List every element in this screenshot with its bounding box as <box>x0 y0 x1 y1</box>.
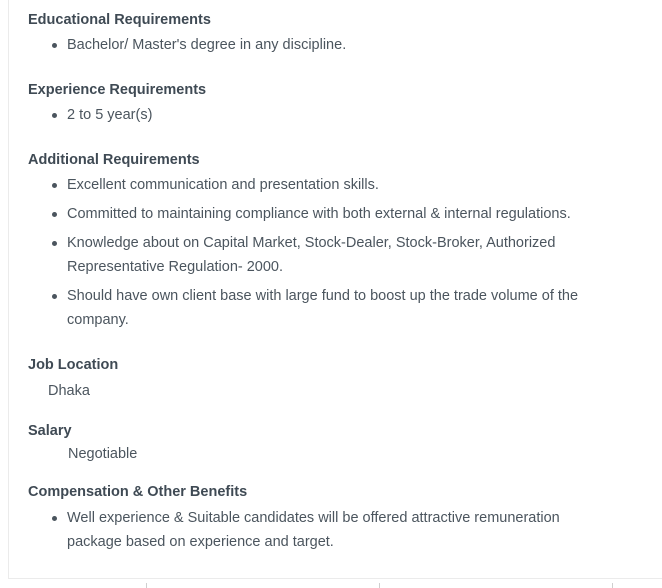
section-divider <box>8 578 662 579</box>
experience-requirements-heading: Experience Requirements <box>28 82 207 98</box>
divider-tick <box>612 583 613 588</box>
compensation-benefits-heading: Compensation & Other Benefits <box>28 484 248 500</box>
list-item: Knowledge about on Capital Market, Stock-Dealer, Stock-Broker, Authorized Representative Regulation- 2000. <box>67 231 587 279</box>
list-item: Well experience & Suitable candidates will be offered attractive remuneration package based on experience and target. <box>67 506 592 554</box>
list-item: Should have own client base with large fund to boost up the trade volume of the company. <box>67 284 612 332</box>
experience-requirements-list <box>28 103 648 132</box>
additional-requirements-list <box>28 173 628 337</box>
salary-value: Negotiable <box>68 446 138 462</box>
salary-heading: Salary <box>28 423 72 439</box>
compensation-benefits-list <box>28 506 628 559</box>
job-location-heading: Job Location <box>28 357 119 373</box>
list-item: Excellent communication and presentation skills. <box>67 173 628 197</box>
educational-requirements-list <box>28 33 648 62</box>
list-item: Bachelor/ Master's degree in any discipline. <box>67 33 648 57</box>
educational-requirements-heading: Educational Requirements <box>28 12 211 28</box>
job-location-value: Dhaka <box>48 383 90 399</box>
divider-tick <box>146 583 147 588</box>
list-item: 2 to 5 year(s) <box>67 103 648 127</box>
divider-tick <box>379 583 380 588</box>
additional-requirements-heading: Additional Requirements <box>28 152 200 168</box>
list-item: Committed to maintaining compliance with both external & internal regulations. <box>67 202 628 226</box>
